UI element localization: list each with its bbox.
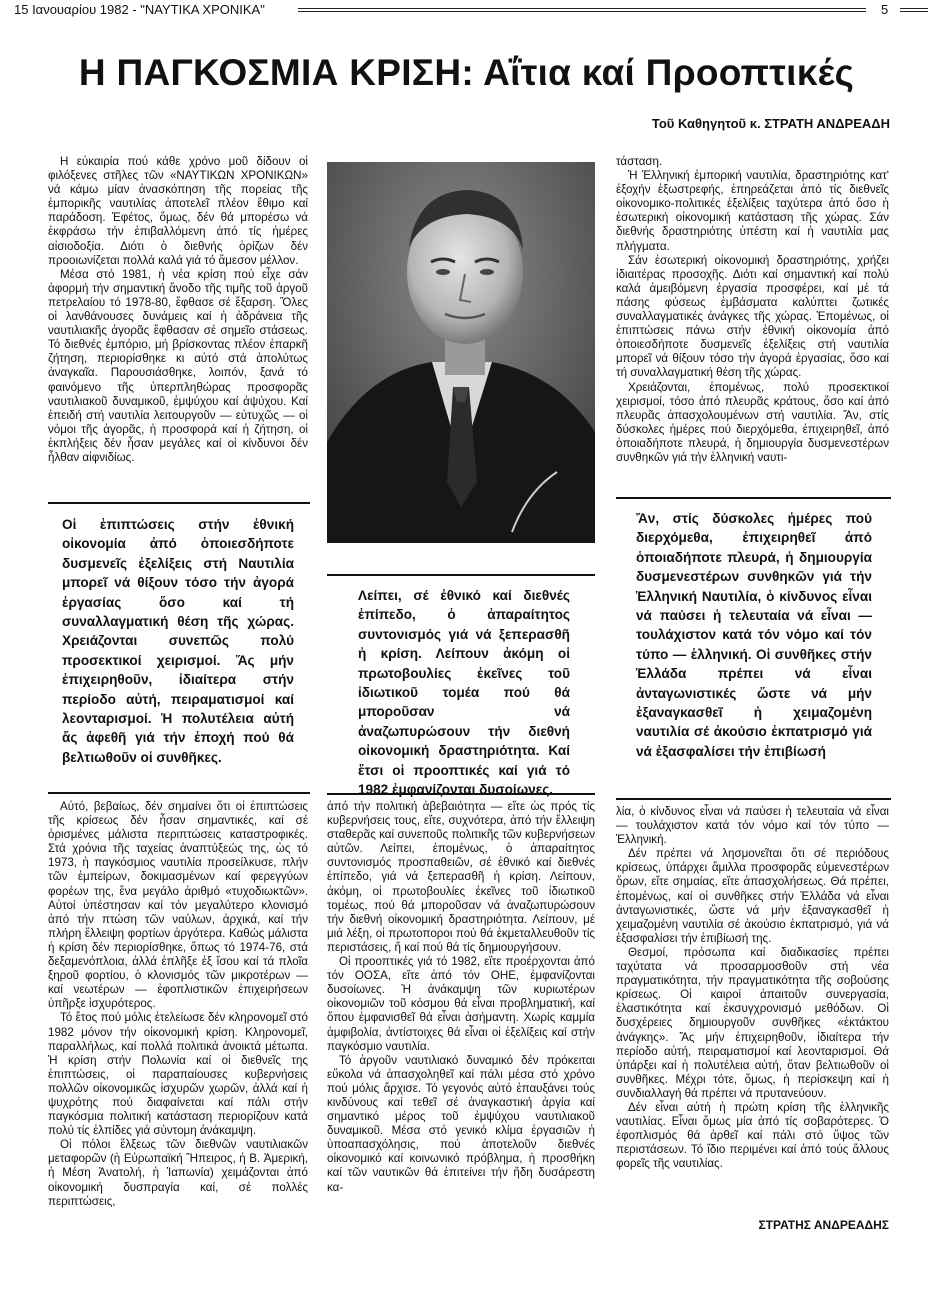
column-2-bottom: [327, 800, 595, 1242]
paragraph: ἀπό τήν πολιτική ἀβεβαιότητα — εἴτε ὡς πρός τίς κυβερνήσεις τους, εἴτε, συχνότερα, ἀπό τήν ἔλλειψη σταθερᾶς καί συνεποῦς πολιτικῆς τῶν κυβερνήσεων αὐτῶν. Λείπει, ἐπομένως, ὁ ἀπαραίτητος συντονισμός προσπαθειῶν, σέ ἐθνικό καί διεθνές ἐπίπεδο, γιά νά ξεπερασθῆ ἡ κρίση. Λείπουν, ἀκόμη, οἱ πρωτοβουλίες ἐκεῖνες τοῦ ἰδιωτικοῦ τομέως, πού θά μποροῦσαν νά ἀναζωπυρώσουν τήν διεθνή οἰκονομική δραστηριότητα. Λείπουν, μέ μιά λέξη, οἱ πρωτοποροι πού θά ἐκμεταλλευθοῦν τίς περιστάσεις, ἤ καί πού θά τίς δημιουργήσουν.: [327, 800, 595, 954]
byline: Τοῦ Καθηγητοῦ κ. ΣΤΡΑΤΗ ΑΝΔΡΕΑΔΗ: [651, 116, 890, 131]
paragraph: Ἡ Ἑλληνική ἐμπορική ναυτιλία, δραστηριότης κατ' ἐξοχήν ἐξωστρεφής, ἐπηρεάζεται ἀπό τίς διεθνεῖς οἰκονομικο-πολιτικές ἐξελίξεις ταχύτερα ἀπό ὅσο ἡ ἐσωτερική οἰκονομική κατάσταση τῆς χώρας. Σάν διεθνής δραστηριότης ὑπέστη καί ἡ ναυτιλία μας πλήγματα.: [616, 169, 889, 253]
pull-quote-rule: [327, 793, 595, 795]
pull-quote-text: Λείπει, σέ ἐθνικό καί διεθνές ἐπίπεδο, ὁ ἀπαραίτητος συντονισμός γιά νά ξεπερασθῆ ἡ κρίση. Λείπουν ἀκόμη οἱ πρωτοβουλίες ἐκεῖνες τοῦ ἰδιωτικοῦ τομέα πού θά μποροῦσαν νά ἀναζωπυρώσουν τήν διεθνή οἰκονομική δραστηριότητα. Καί ἔτσι οἱ προοπτικές καί γιά τό 1982 ἐμφανίζονται δυσοίωνες.: [358, 588, 570, 798]
column-1-bottom: [48, 800, 308, 1242]
pull-quote-rule: [616, 497, 891, 499]
pull-quote-text: Οἱ ἐπιπτώσεις στήν ἐθνική οἰκονομία ἀπό ὁποιεσδήποτε δυσμενεῖς ἐξελίξεις στή Ναυτιλία μπορεῖ νά θίξουν τόσο τήν ἀγορά ἐργασίας ὅσο καί τή συναλλαγματική θέση τῆς χώρας. Χρειάζονται συνεπῶς πολύ προσεκτικοί χειρισμοί. Ἄς μήν ἐπιχειρηθοῦν, ἰδιαίτερα στήν περίοδο αὐτή, πειραματισμοί καί λεονταρισμοί. Ἡ πολυτέλεια αὐτή ἄς ἀφεθῆ γιά τήν ἐποχή πού θά βελτιωθοῦν οἱ συνθῆκες.: [62, 517, 294, 765]
paragraph: Μέσα στό 1981, ἡ νέα κρίση πού εἶχε σάν ἀφορμή τήν σημαντική ἄνοδο τῆς τιμῆς τοῦ ἀργοῦ πετρελαίου τό 1978-80, ἔφθασε σέ ἔξαρση. Ὅλες οἱ λανθάνουσες δυνάμεις καί ἡ ἀδράνεια τῆς ναυτιλιακῆς ἀγορᾶς ἔφθασαν σέ σημεῖο στάσεως. Τό διεθνές ἐμπόριο, μή βρίσκοντας πλέον ἐπαρκῆ ζήτηση, περιορίσθηκε κι αὐτό στά ἀπολύτως ἀναγκαῖα. Παρουσιάσθηκε, λοιπόν, ξανά τό φαινόμενο τῆς ὑπερπληθώρας προσφορᾶς ναυτιλιακοῦ δυναμικοῦ, ἐμψύχου καί ἀψύχου. Καί ἐπειδή στή ναυτιλία λειτουργοῦν — εὐτυχῶς — οἱ νόμοι τῆς ἀγορᾶς, ἡ προσφορά καί ἡ ζήτηση, οἱ ἐκπλήξεις δέν ἦσαν μεγάλες καί οἱ κίνδυνοι δέν ἦλθαν αἰφνιδίως.: [48, 267, 308, 464]
paragraph: Οἱ πόλοι ἔλξεως τῶν διεθνῶν ναυτιλιακῶν μεταφορῶν (ἡ Εὐρωπαϊκή Ἤπειρος, ἡ Β. Ἀμερική, ἡ Μέση Ἀνατολή, ἡ Ἰαπωνία) χειμάζονται ἀπό οἰκονομική δυσπραγία καί, σέ πολλές περιπτώσεις,: [48, 1138, 308, 1208]
pull-quote-rule: [616, 798, 891, 800]
header-rule-right: [900, 8, 928, 12]
paragraph: Οἱ προοπτικές γιά τό 1982, εἴτε προέρχονται ἀπό τόν ΟΟΣΑ, εἴτε ἀπό τόν ΟΗΕ, ἐμφανίζονται δυσοίωνες. Ἡ ἀνάκαμψη τῶν κυριωτέρων οἰκονομιῶν τοῦ κόσμου θά εἶναι προβληματική, καί ὅπου ἐμφανισθεῖ θά εἶναι ἀσήμαντη. Χωρίς καμμία ἀμφιβολία, ἀντίστοιχες θά εἶναι οἱ ἐξελίξεις καί στήν παγκόσμιο ναυτιλία.: [327, 955, 595, 1053]
paragraph: τάσταση.: [616, 155, 663, 168]
paragraph: Αὐτό, βεβαίως, δέν σημαίνει ὅτι οἱ ἐπιπτώσεις τῆς κρίσεως δέν ἦσαν σημαντικές, καί σέ ὁρισμένες μάλιστα περιπτώσεις καταστροφικές. Στά χρόνια τῆς ταχείας ἀναπτύξεώς της, ὡς τό 1973, ἡ παγκόσμιος ναυτιλία προσείλκυσε, πλήν τῶν ἐμπείρων, δοκιμασμένων καί φερεγγύων φορέων της, ἕνα μεγάλο ἀριθμό «τυχοδιωκτῶν». Αὐτοί ὑπέστησαν καί τόν μεγαλύτερο κλονισμό ἀπό τήν πτώση τῶν ναύλων, ἀρχικά, καί τήν πλήρη ἔλλειψη φορτίων ἀργότερα. Καθώς μάλιστα ἡ κρίση δέν περιορίσθηκε, ὅπως τό 1974-76, στά δεξαμενόπλοια, ἀλλά ἐπλῆξε ἐξ ἴσου καί τά πλοῖα ξηροῦ φορτίου, ὁ κλονισμός τῶν μικροτέρων — καί νεωτέρων — ἐφοπλιστικῶν ἐπιχειρήσεων ὑπῆρξε ἰσχυρότερος.: [48, 800, 308, 1011]
pull-quote-left: [62, 515, 294, 783]
paragraph: Τό ἔτος πού μόλις ἐτελείωσε δέν κληρονομεῖ στό 1982 μόνον τήν οἰκονομική κρίση. Κληρονομεῖ, παραλλήλως, καί πολλά πολιτικά ἀνοικτά μέτωπα. Ἡ κρίση στήν Πολωνία καί οἱ διεθνεῖς της ἐπιπτώσεις, οἱ παραπαίουσες κυβερνήσεις πολλῶν οἰκονομικῶς ἰσχυρῶν χωρῶν, ἀλλά καί ἡ ψυχρότης πού διαφαίνεται καί πάλι στήν παγκόσμια πολιτική κατάσταση περιορίζουν κατά πολύ τίς ἐλπίδες γιά σύντομη ἀνάκαμψη.: [48, 1011, 308, 1138]
header-rule: [298, 8, 866, 12]
paragraph: Χρειάζονται, ἐπομένως, πολύ προσεκτικοί χειρισμοί, τόσο ἀπό πλευρᾶς κράτους, ὅσο καί ἀπό πλευρᾶς ἀπασχολουμένων στή ναυτιλία. Ἄν, στίς δύσκολες ἡμέρες πού διερχόμεθα, ἐπιχειρηθεῖ, ἀπό ὁποιαδήποτε πλευρά, ἡ δημιουργία δυσμενεστέρων συνθηκῶν γιά τήν ἑλληνική ναυτι-: [616, 380, 889, 464]
paragraph: Σάν ἐσωτερική οἰκονομική δραστηριότης, χρήζει ἰδιαιτέρας προσοχῆς. Διότι καί σημαντική καί πολύ καλά ἀμειβόμενη ἐργασία προσφέρει, καί μέ τά πάσης φύσεως ἐμβάσματα καλύπτει ζωτικές συναλλαγματικές ἀνάγκες τῆς χώρας. Ἐπομένως, οἱ ἐπιπτώσεις πάνω στήν ἐθνική οἰκονομία ἀπό ὁποιεσδήποτε δυσμενεῖς ἐξελίξεις στή ναυτιλία μπορεῖ νά θίξουν τόσο τήν ἀγορά ἐργασίας, ὅσο καί τή συναλλαγματική θέση τῆς χώρας.: [616, 253, 889, 380]
pull-quote-right: [636, 509, 872, 790]
paragraph: Δέν πρέπει νά λησμονεῖται ὅτι σέ περιόδους κρίσεως, ὑπάρχει ἅμιλλα προσφορᾶς εὐμενεστέρων ὅρων, εἴτε σημαίας, εἴτε ἀπασχολήσεως. Θά πρέπει, ἐπομένως, καί οἱ συνθῆκες στήν Ἑλλάδα νά εἶναι ἀνταγωνιστικές, ὥστε νά μήν ἐξαναγκασθεῖ ἡ χειμαζομένη ναυτιλία σέ ἀκούσιο ἐκπατρισμό, γιά νά ἐξασφαλίσει τήν ἐπιβίωσή της.: [616, 847, 889, 945]
page-number: 5: [881, 2, 889, 17]
paragraph: Η εὐκαιρία πού κάθε χρόνο μοῦ δίδουν οἱ φιλόξενες στῆλες τῶν «ΝΑΥΤΙΚΩΝ ΧΡΟΝΙΚΩΝ» νά κάμω μίαν ἀνασκόπηση τῆς πορείας τῆς ἐμπορικῆς ναυτιλίας ἀποτελεῖ πλέον ἔθιμο καί παράδοση. Ἐφέτος, ὅμως, δέν θά μπορέσω νά ἐκφράσω τήν ἐπιβαλλόμενη ἀπό τίς ἡμέρες αἰσιοδοξία. Διότι ὁ διεθνής ὁρίζων δέν προοιωνίζεται πολλά καλά γιά τό ἄμεσον μέλλον.: [48, 155, 308, 267]
pull-quote-middle: [358, 586, 570, 798]
paragraph: Δέν εἶναι αὐτή ἡ πρώτη κρίση τῆς ἑλληνικῆς ναυτιλίας. Εἶναι ὅμως μία ἀπό τίς σοβαρότερες. Ὁ ἐφοπλισμός θά ἀρθεῖ καί πάλι στό ὕψος τῶν περιστάσεων. Τό ἴδιο περιμένει καί ἀπό τούς ἄλλους φορεῖς τῆς ναυτιλίας.: [616, 1100, 889, 1171]
column-1-top: [48, 155, 308, 487]
pull-quote-rule: [48, 502, 310, 504]
newspaper-date-title: 15 Ιανουαρίου 1982 - "ΝΑΥΤΙΚΑ ΧΡΟΝΙΚΑ": [14, 2, 265, 17]
pull-quote-rule: [327, 574, 595, 576]
pull-quote-text: Ἄν, στίς δύσκολες ἡμέρες πού διερχόμεθα, ἐπιχειρηθεῖ ἀπό ὁποιαδήποτε πλευρά, ἡ δημιουργία δυσμενεστέρων συνθηκῶν γιά τήν Ἑλληνική Ναυτιλία, ὁ κίνδυνος εἶναι νά παύσει ἡ τελευταία νά εἶναι — τουλάχιστον κατά τόν νόμο καί τόν τύπο — ἑλληνική. Οἱ συνθῆκες στήν Ἑλλάδα πρέπει νά εἶναι ἀνταγωνιστικές ὥστε νά μήν ἐξαναγκασθεῖ ἡ χειμαζομένη ναυτιλία σέ ἀκούσιο ἐκπατρισμό γιά νά ἐξασφαλίσει τήν ἐπιβίωσή: [636, 511, 872, 759]
author-signature: ΣΤΡΑΤΗΣ ΑΝΔΡΕΑΔΗΣ: [758, 1218, 889, 1232]
paragraph: λία, ὁ κίνδυνος εἶναι νά παύσει ἡ τελευταία νά εἶναι — τουλάχιστον κατά τόν νόμο καί τόν τύπο — Ἑλληνική.: [616, 805, 889, 847]
pull-quote-rule: [48, 792, 310, 794]
column-3-bottom: [616, 805, 889, 1200]
article-title: Η ΠΑΓΚΟΣΜΙΑ ΚΡΙΣΗ: Αΐτια καί Προοπτικές: [78, 52, 855, 93]
column-3-top: [616, 155, 889, 487]
paragraph: Θεσμοί, πρόσωπα καί διαδικασίες πρέπει ταχύτατα νά προσαρμοσθοῦν στή νέα πραγματικότητα, τήν πραγματικότητα τῆς σοβούσης κρίσεως. Οἱ καιροί ἀπαιτοῦν συνεργασία, ἐλαστικότητα καί ἐκσυγχρονισμό μεθόδων. Οἱ δυσχέρειες δημιουργοῦν συνθῆκες «ἐκτάκτου ἀνάγκης». Ἄς μήν ἐπιχειρηθοῦν, ἰδιαίτερα τήν περίοδο αὐτή, πειραματισμοί καί λεονταρισμοί. Θά ὑπάρξει καί ἡ πολυτέλεια αὐτή, ὅταν βελτιωθοῦν οἱ συνθῆκες. Μέχρι τότε, ὅμως, ἡ περίσκεψη καί ἡ συνδιαλλαγή θά πρέπει νά πρυτανεύουν.: [616, 945, 889, 1100]
paragraph: Τό ἀργοῦν ναυτιλιακό δυναμικό δέν πρόκειται εὔκολα νά ἀπασχοληθεῖ καί πάλι μέσα στό χρόνο πού μόλις ἄρχισε. Τό γεγονός αὐτό ἐπαυξάνει τούς κινδύνους καί τεθεῖ σέ ἀναγκαστική ἀργία καί σημαντικό μέρος τοῦ ἐμψύχου ναυτιλιακοῦ δυναμικοῦ. Μέσα στό γενικό κλίμα ἐργασιῶν ἡ ὑποαπασχόλησις, πού ἀποτελοῦν διεθνές οἰκονομικό καί κοινωνικό πρόβλημα, ἡ προσθήκη καί τῶν ναυτικῶν θά ἐπιτείνει τήν ἤδη δυσάρεστη κα-: [327, 1053, 595, 1194]
author-portrait-photo: [327, 162, 595, 543]
